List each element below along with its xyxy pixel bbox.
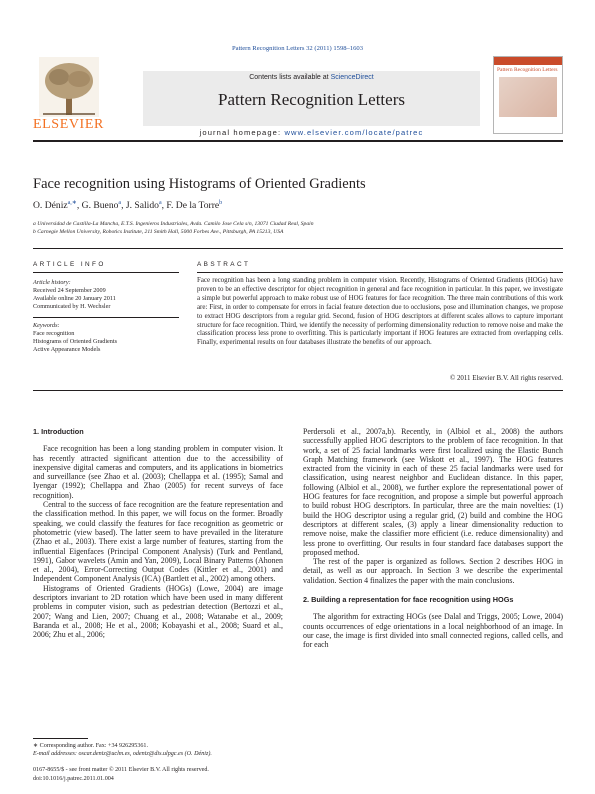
article-info-heading: ARTICLE INFO — [33, 261, 106, 268]
homepage-link[interactable]: www.elsevier.com/locate/patrec — [284, 128, 424, 137]
publisher-name: ELSEVIER — [33, 117, 104, 132]
footnote-issn: 0167-8655/$ - see front matter © 2011 Elsevier B.V. All rights reserved. — [33, 767, 209, 773]
journal-homepage — [143, 128, 480, 137]
affiliation-b: b Carnegie Mellon University, Robotics Institute, 211 Smith Hall, 5000 Forbes Ave., Pittsburgh, PA 15213, USA — [33, 229, 284, 235]
journal-name: Pattern Recognition Letters — [218, 90, 405, 109]
author-name: J. Salido — [125, 200, 159, 212]
abstract-heading: ABSTRACT — [197, 261, 251, 268]
abstract-text: Face recognition has been a long standing problem in computer vision. Recently, Histograms of Oriented Gradients (HOGs) have proven to be an effective descriptor for object recognition in general and face recognition in particular. In this paper, we investigate a simple but powerful approach to make robust use of HOG features for face recognition. The three main contributions of this work are: First, in order to compensate for errors in facial feature detection due to occlusions, pose and illumination changes, we propose to extract HOG descriptors from a regular grid. Second, fusion of HOG descriptors at different scales allows to capture important structure for face recognition. Third, we identify the necessity of performing dimensionality reduction to remove noise and make the classification process less prone to overfitting. This is particularly important if HOG features are extracted from overlapping cells. Finally, experimental results on four databases illustrate the benefits of our approach. — [197, 277, 563, 347]
author-list: O. Déniz$^{a,∗}$, G. Bueno$^a$, J. Salido$^a$, F. De la Torre$^b$ — [33, 200, 223, 212]
author-affiliation-mark[interactable]: a — [118, 200, 122, 206]
article-history — [33, 279, 178, 311]
cover-image — [499, 77, 557, 117]
elsevier-logo — [33, 57, 138, 135]
history-received: Received 24 September 2009 — [33, 286, 106, 294]
intro-paragraph-4: Perdersoli et al., 2007a,b). Recently, in (Albiol et al., 2008) the authors successfully applied HOG descriptors to the problem of face recognition. In that work, a set of 25 facial landmarks were first localized using the Elastic Bunch Graph Matching framework (see Wiskott et al., 1997). The HOG features extracted from the vicinity in each of these 25 facial landmarks were used for classification, using nearest neighbor and Euclidean distance. In this paper, following (Albiol et al., 2008), we further explore the representational power of HOG features for face recognition, and propose a simple but powerful approach to build robust HOG descriptors. In particular, three are the main novelties: (1) build the HOG descriptor using a regular grid, (2) build and combine the HOG descriptors at different scales, (3) apply a linear dimensionality reduction to remove noise, make the classifier more efficient (i.e. reduce dimensionality) and less prone to overfitting. Our results in four standard face databases support the proposed method. — [303, 427, 563, 557]
footnote-email: E-mail addresses: oscar.deniz@uclm.es, odeniz@dis.ulpgc.es (O. Déniz). — [33, 751, 212, 757]
header-rule — [33, 140, 563, 142]
sciencedirect-link[interactable]: ScienceDirect — [330, 74, 374, 81]
author-name: G. Bueno — [81, 200, 119, 212]
intro-paragraph-5: The rest of the paper is organized as follows. Section 2 describes HOG in detail, as well as our approach. In Section 3 we describe the experimental validation. Section 4 finalizes the paper with the main conclusions. — [303, 557, 563, 585]
homepage-prefix: journal homepage: — [199, 128, 285, 137]
keywords-block — [33, 322, 178, 354]
elsevier-tree-icon — [39, 57, 99, 117]
journal-reference: Pattern Recognition Letters 32 (2011) 1598–1603 — [231, 45, 364, 52]
abstract-bottom-rule — [33, 390, 563, 391]
affiliation-a: a Universidad de Castilla-La Mancha, E.T.S. Ingenieros Industriales, Avda. Camilo Jose Cela s/n, 13071 Ciudad Real, Spain — [33, 221, 314, 227]
cover-top-band — [494, 57, 562, 65]
affiliation-rule — [33, 248, 563, 249]
paper-title: Face recognition using Histograms of Oriented Gradients — [33, 176, 366, 192]
keyword: Histograms of Oriented Gradients — [33, 337, 118, 345]
contents-line — [143, 71, 480, 81]
author-affiliation-mark[interactable]: a — [158, 200, 162, 206]
intro-paragraph-2: Central to the success of face recognition are the feature representation and the classification method. In this paper, we will focus on the former. Broadly speaking, we could classify the features for face recognition as geometric or photometric (view based). The latter seem to have prevailed in the literature (Zhao et al., 2003). There exist a large number of features, starting from the influential Eigenfaces (Principal Component Analysis) (Turk and Pentland, 1991), Gabor wavelets (Amin and Yan, 2009), Local Binary Patterns (Ahonen et al., 2004), Error-Correcting Output Codes (Kittler et al., 2001) and Independent Component Analysis (ICA) (Bartlett et al., 2002) among others. — [33, 500, 283, 584]
keywords-label: Keywords: — [33, 322, 60, 329]
section-heading-2: 2. Building a representation for face recognition using HOGs — [303, 595, 514, 605]
footnote-corresponding: ∗ Corresponding author. Fax: +34 926295361. — [33, 743, 149, 749]
history-online: Available online 20 January 2011 — [33, 294, 116, 302]
author-affiliation-mark[interactable]: b — [219, 200, 223, 206]
author-name: F. De la Torre — [166, 200, 220, 212]
section2-paragraph-1: The algorithm for extracting HOGs (see Dalal and Triggs, 2005; Lowe, 2004) counts occurrences of edge orientations in a local neighborhood of an image. In our case, the image is first divided into small connected regions, called cells, and for each — [303, 612, 563, 650]
footnote-rule — [33, 738, 88, 739]
intro-paragraph-3: Histograms of Oriented Gradients (HOGs) (Lowe, 2004) are image descriptors invariant to 2D rotation which have been used in many different problems in computer vision, such as pedestrian detection (Bertozzi et al., 2007; Wang and Lien, 2007; Chuang et al., 2008; Watanabe et al., 2009; Baranda et al., 2008; He et al., 2008; Kobayashi et al., 2008; Suard et al., 2006; Zhu et al., 2006; — [33, 583, 283, 640]
history-label: Article history: — [33, 279, 71, 286]
intro-paragraph-1: Face recognition has been a long standing problem in computer vision. It has recently attracted significant attention due to the accessibility of inexpensive digital cameras and computers, and its applications in biometrics and surveillance (see Zhao et al. (2003); Chellappa et al. (1995); Samal and Iyengar (1992); Chellappa and Zhao (2005) for recent surveys of face recognition). — [33, 444, 283, 500]
author-name: O. Déniz — [33, 200, 68, 212]
footnote-doi[interactable]: doi:10.1016/j.patrec.2011.01.004 — [33, 776, 114, 782]
cover-title: Pattern Recognition Letters — [497, 67, 558, 73]
keywords-rule — [33, 317, 179, 318]
abstract-rule — [197, 272, 563, 273]
right-column — [303, 427, 563, 650]
contents-prefix: Contents lists available at — [249, 74, 331, 81]
journal-cover-thumbnail — [493, 56, 563, 134]
keyword: Face recognition — [33, 329, 75, 337]
section-heading-introduction: 1. Introduction — [33, 427, 84, 436]
author-affiliation-mark[interactable]: a,∗ — [67, 200, 77, 206]
abstract-copyright: © 2011 Elsevier B.V. All rights reserved. — [450, 375, 563, 382]
info-rule — [33, 272, 179, 273]
keyword: Active Appearance Models — [33, 345, 101, 353]
left-column — [33, 427, 283, 640]
history-communicated: Communicated by H. Wechsler — [33, 302, 111, 310]
